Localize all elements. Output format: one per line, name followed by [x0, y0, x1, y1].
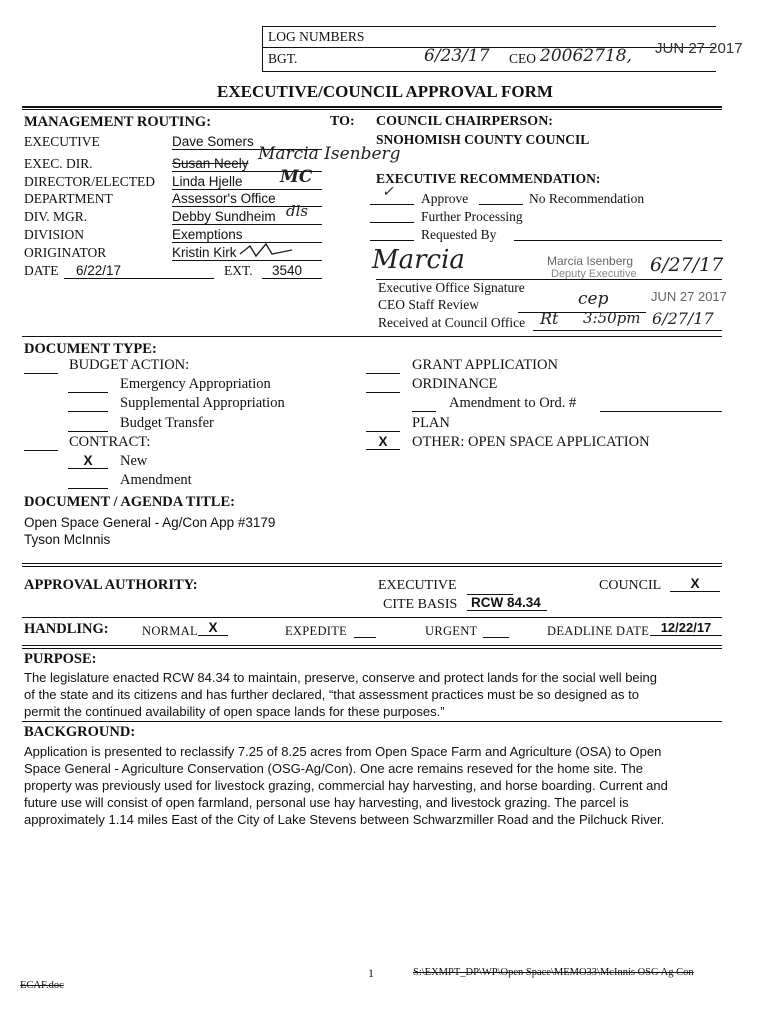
no-recommendation-blank[interactable]: [479, 192, 523, 205]
no-recommendation-label: No Recommendation: [529, 191, 645, 206]
exec-dir-signature: Marcia Isenberg: [258, 144, 401, 164]
approval-council-label: COUNCIL: [599, 578, 662, 593]
background-text: [24, 743, 734, 828]
other-open-space-label: OTHER: OPEN SPACE APPLICATION: [412, 434, 650, 450]
log-numbers-label: LOG NUMBERS: [268, 29, 365, 44]
deadline-date-value: 12/22/17: [650, 620, 722, 636]
amendment-to-ord-label: Amendment to Ord. #: [449, 395, 577, 411]
routing-value-department: Assessor's Office: [172, 191, 322, 207]
handling-urgent-label: URGENT: [425, 624, 478, 638]
approve-check-icon: ✓: [382, 184, 394, 200]
contract-label: CONTRACT:: [69, 434, 151, 450]
new-label: New: [120, 453, 148, 469]
agenda-title-line1: Open Space General - Ag/Con App #3179: [24, 515, 276, 530]
routing-label-department: DEPARTMENT: [24, 191, 113, 206]
signer-stamp-title: Deputy Executive: [551, 268, 637, 280]
ext-label: EXT.: [224, 263, 253, 278]
cite-basis-label: CITE BASIS: [383, 597, 458, 612]
background-line: approximately 1.14 miles East of the City of Lake Stevens between Schwarzmiller Road and the Pilchuck River.: [24, 812, 665, 827]
approval-authority-header: APPROVAL AUTHORITY:: [24, 577, 198, 593]
bgt-label: BGT.: [268, 51, 298, 66]
handling-header: HANDLING:: [24, 621, 109, 637]
budget-action-blank[interactable]: [24, 361, 58, 374]
ceo-review-initials: cep: [578, 289, 609, 309]
div-mgr-initials: dls: [286, 202, 309, 220]
amendment-label: Amendment: [120, 472, 192, 488]
routing-value-exec-dir: Susan Neely: [172, 156, 322, 172]
purpose-text: [24, 669, 724, 720]
further-processing-blank[interactable]: [370, 210, 414, 223]
page-number: 1: [368, 966, 374, 980]
grant-application-label: GRANT APPLICATION: [412, 357, 558, 373]
date-label: DATE: [24, 263, 59, 278]
executive-signature: Marcia: [372, 245, 465, 275]
background-line: future use will consist of open farmland, personal use hay harvesting, and livestock grazing. The parcel is: [24, 795, 629, 810]
routing-value-director: Linda Hjelle: [172, 174, 322, 190]
handling-urgent-blank[interactable]: [483, 625, 509, 638]
ord-number-line[interactable]: [600, 399, 722, 412]
exec-recommendation-header: EXECUTIVE RECOMMENDATION:: [376, 171, 601, 186]
file-name: ECAF.doc: [20, 980, 64, 991]
received-initials: Rt: [540, 309, 559, 328]
budget-action-label: BUDGET ACTION:: [69, 357, 190, 373]
approval-council-mark[interactable]: X: [670, 576, 720, 592]
purpose-line: The legislature enacted RCW 84.34 to maintain, preserve, conserve and protect lands for the social well being: [24, 670, 658, 685]
ext-value: 3540: [262, 263, 322, 279]
file-path: S:\EXMPT_DP\WP\Open Space\MEMO33\McInnis OSG Ag Con: [413, 967, 694, 978]
routing-value-executive: Dave Somers: [172, 134, 322, 150]
purpose-line: permit the continued availability of open space lands for these purposes.”: [24, 704, 445, 719]
deadline-date-label: DEADLINE DATE: [547, 624, 650, 638]
ceo-review-stamp: JUN 27 2017: [651, 289, 727, 304]
amend-ord-blank[interactable]: [412, 399, 436, 412]
purpose-header: PURPOSE:: [24, 651, 97, 667]
cite-basis-value: RCW 84.34: [467, 595, 547, 611]
routing-value-originator: Kristin Kirk: [172, 245, 322, 261]
routing-label-executive: EXECUTIVE: [24, 134, 100, 149]
background-line: property was previously used for livestock grazing, commercial hay harvesting, and horse boarding. Current and: [24, 778, 668, 793]
received-stamp-top: JUN 27 2017: [655, 40, 743, 57]
handling-normal-mark[interactable]: X: [198, 620, 228, 636]
ordinance-blank[interactable]: [366, 380, 400, 393]
budget-transfer-label: Budget Transfer: [120, 415, 214, 431]
originator-initials-mark: [236, 240, 296, 262]
further-processing-label: Further Processing: [421, 209, 523, 224]
to-label: TO:: [330, 114, 355, 129]
new-mark[interactable]: X: [68, 453, 108, 469]
budget-transfer-blank[interactable]: [68, 419, 108, 432]
exec-signature-label: Executive Office Signature: [378, 280, 525, 295]
routing-value-division: Exemptions: [172, 227, 322, 243]
handling-expedite-blank[interactable]: [354, 625, 376, 638]
handling-expedite-label: EXPEDITE: [285, 624, 348, 638]
routing-label-exec-dir: EXEC. DIR.: [24, 156, 93, 171]
date-value: 6/22/17: [64, 263, 214, 279]
approve-label: Approve: [421, 191, 469, 206]
log-date-handwritten: 6/23/17: [424, 46, 490, 66]
amendment-blank[interactable]: [68, 476, 108, 489]
routing-header: MANAGEMENT ROUTING:: [24, 114, 212, 130]
grant-application-blank[interactable]: [366, 361, 400, 374]
received-council-label: Received at Council Office: [378, 315, 526, 330]
requested-by-label: Requested By: [421, 227, 497, 242]
ceo-staff-review-label: CEO Staff Review: [378, 297, 479, 312]
background-header: BACKGROUND:: [24, 724, 136, 740]
purpose-line: of the state and its citizens and has further declared, “that assessment practices must be so designed as to: [24, 687, 639, 702]
ordinance-label: ORDINANCE: [412, 376, 498, 392]
document-type-header: DOCUMENT TYPE:: [24, 341, 157, 357]
other-mark[interactable]: X: [366, 434, 400, 450]
supplemental-appropriation-label: Supplemental Appropriation: [120, 395, 285, 411]
requested-by-blank[interactable]: [370, 228, 414, 241]
ceo-number-handwritten: 20062718,: [540, 46, 632, 66]
plan-blank[interactable]: [366, 419, 400, 432]
handling-normal-label: NORMAL: [142, 624, 198, 638]
signer-stamp-name: Marcia Isenberg: [547, 254, 634, 268]
approval-executive-label: EXECUTIVE: [378, 578, 457, 593]
council-chairperson-label: COUNCIL CHAIRPERSON:: [376, 114, 553, 129]
background-line: Application is presented to reclassify 7.25 of 8.25 acres from Open Space Farm and Agriculture (OSA) to Open: [24, 744, 662, 759]
supplemental-blank[interactable]: [68, 399, 108, 412]
plan-label: PLAN: [412, 415, 450, 431]
contract-blank[interactable]: [24, 438, 58, 451]
director-initials: MC: [280, 167, 313, 187]
ceo-label: CEO: [509, 51, 536, 66]
executive-sign-date: 6/27/17: [650, 254, 724, 276]
routing-value-div-mgr: Debby Sundheim: [172, 209, 322, 225]
received-date: 6/27/17: [652, 309, 714, 328]
routing-label-div-mgr: DIV. MGR.: [24, 209, 88, 224]
emergency-blank[interactable]: [68, 380, 108, 393]
emergency-appropriation-label: Emergency Appropriation: [120, 376, 271, 392]
routing-label-originator: ORIGINATOR: [24, 245, 107, 260]
council-name: SNOHOMISH COUNTY COUNCIL: [376, 132, 590, 147]
routing-label-director: DIRECTOR/ELECTED: [24, 174, 155, 189]
background-line: Space General - Agriculture Conservation (OSG-Ag/Con). One acre remains reseved for the home site. The: [24, 761, 643, 776]
received-time: 3:50pm: [583, 309, 641, 327]
routing-label-division: DIVISION: [24, 227, 84, 242]
approval-executive-blank[interactable]: [467, 582, 513, 595]
agenda-title-header: DOCUMENT / AGENDA TITLE:: [24, 494, 235, 510]
agenda-title-line2: Tyson McInnis: [24, 532, 111, 547]
requested-by-line[interactable]: [514, 228, 722, 241]
form-title: EXECUTIVE/COUNCIL APPROVAL FORM: [217, 82, 553, 101]
